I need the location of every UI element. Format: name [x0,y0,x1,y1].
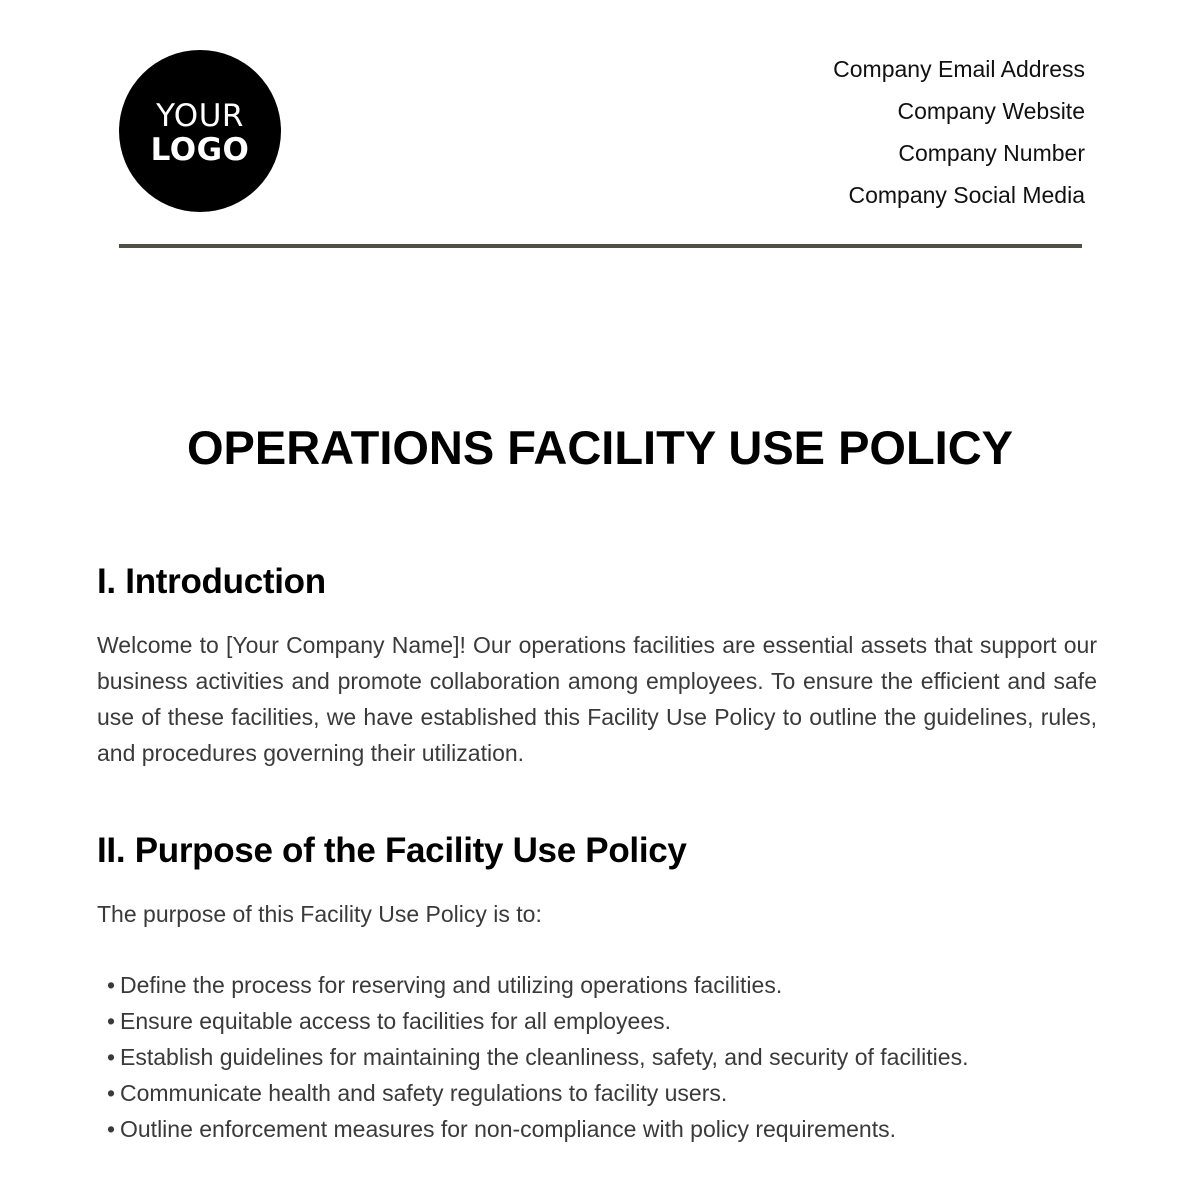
bullet-icon: • [107,1044,116,1070]
company-email: Company Email Address [833,56,1085,82]
company-contact-block [833,54,1085,222]
section-heading-purpose: II. Purpose of the Facility Use Policy [97,831,687,870]
header-divider [119,244,1082,248]
list-item-text: Establish guidelines for maintaining the cleanliness, safety, and security of facilities. [120,1044,969,1070]
list-item [107,967,968,1003]
logo-text-logo: LOGO [150,131,250,168]
section-heading-introduction: I. Introduction [97,562,326,601]
list-item [107,1111,968,1147]
bullet-icon: • [107,1116,116,1142]
introduction-paragraph: Welcome to [Your Company Name]! Our operations facilities are essential assets that support our business activities and promote collaboration among employees. To ensure the efficient and safe use of these facilities, we have established this Facility Use Policy to outline the guidelines, rules, and procedures governing their utilization. [97,632,1097,766]
list-item-text: Communicate health and safety regulations to facility users. [120,1080,728,1106]
list-item [107,1003,968,1039]
bullet-icon: • [107,1008,116,1034]
logo-text-your: YOUR [156,97,244,134]
company-number: Company Number [898,140,1085,166]
bullet-icon: • [107,972,116,998]
list-item-text: Define the process for reserving and utilizing operations facilities. [120,972,783,998]
list-item [107,1039,968,1075]
list-item-text: Ensure equitable access to facilities for all employees. [120,1008,672,1034]
list-item-text: Outline enforcement measures for non-compliance with policy requirements. [120,1116,896,1142]
company-logo [119,50,281,212]
purpose-intro-paragraph: The purpose of this Facility Use Policy is to: [97,901,542,927]
purpose-bullet-list [107,967,968,1147]
list-item [107,1075,968,1111]
document-title: OPERATIONS FACILITY USE POLICY [186,421,1014,474]
bullet-icon: • [107,1080,116,1106]
company-website: Company Website [897,98,1085,124]
company-social-media: Company Social Media [848,182,1085,208]
